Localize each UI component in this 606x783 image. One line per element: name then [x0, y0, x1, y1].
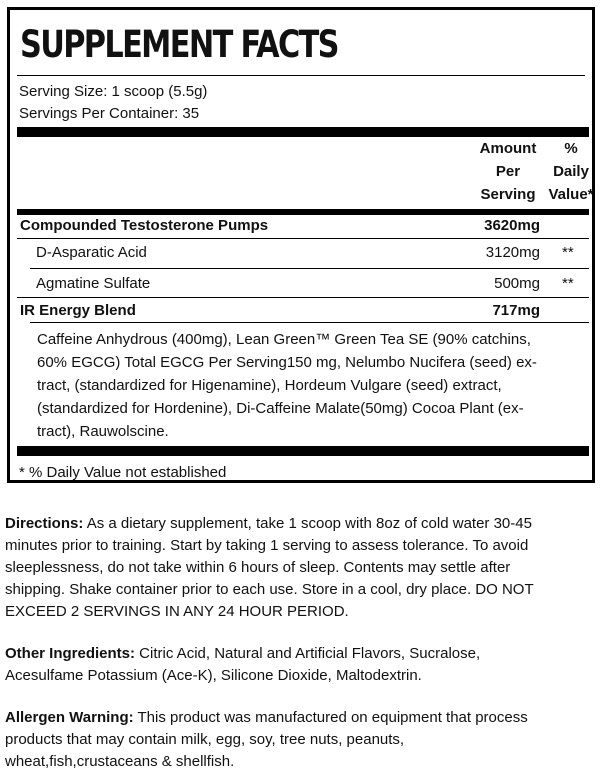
nutrient-row: Agmatine Sulfate 500mg **: [36, 275, 574, 292]
allergen-label: Allergen Warning:: [5, 709, 134, 726]
thick-rule-top: [17, 127, 589, 137]
daily-value-header: % Daily Value*: [548, 140, 594, 203]
nutrient-row: IR Energy Blend 717mg: [20, 302, 540, 319]
allergen-warning-section: Allergen Warning: This product was manufactured on equipment that process products that may contain milk, egg, soy, tree nuts, peanuts, wheat,fish,crustaceans & shellfish.: [5, 709, 528, 770]
directions-section: Directions: As a dietary supplement, take 1 scoop with 8oz of cold water 30-45 minutes prior to training. Start by taking 1 serving to assess tolerance. To avoid sleeplessness, do not take within 6 hours of sleep. Contents may settle after shipping. Shake container prior to each use. Store in a cool, dry place. DO NOT EXCEED 2 SERVINGS IN ANY 24 HOUR PERIOD.: [5, 515, 534, 620]
other-ingredients-label: Other Ingredients:: [5, 645, 136, 662]
amount-per-serving-header: Amount Per Serving: [479, 140, 537, 203]
serving-size: Serving Size: 1 scoop (5.5g): [19, 83, 208, 100]
daily-value-footnote: * % Daily Value not established: [19, 464, 227, 481]
thick-rule-bottom: [17, 446, 589, 456]
blend-ingredients: Caffeine Anhydrous (400mg), Lean Green™ Green Tea SE (90% catchins, 60% EGCG) Total EGCG Per Serving150 mg, Nelumbo Nucifera (seed) ex- tract, (standardized for Higenamine), Hordeum Vulgare (seed) extract, (standardized for Hordenine), Di-Caffeine Malate(50mg) Cocoa Plant (ex- tract), Rauwolscine.: [37, 331, 537, 440]
servings-per-container: Servings Per Container: 35: [19, 105, 200, 122]
nutrient-row: D-Asparatic Acid 3120mg **: [36, 244, 574, 261]
panel-title: SUPPLEMENT FACTS: [20, 23, 338, 66]
other-ingredients-section: Other Ingredients: Citric Acid, Natural and Artificial Flavors, Sucralose, Acesulfame Potassium (Ace-K), Silicone Dioxide, Maltodextrin.: [5, 645, 481, 684]
nutrient-row: Compounded Testosterone Pumps 3620mg: [20, 217, 540, 234]
title-rule: [17, 75, 585, 76]
supplement-facts-panel: [7, 7, 595, 483]
directions-label: Directions:: [5, 515, 84, 532]
